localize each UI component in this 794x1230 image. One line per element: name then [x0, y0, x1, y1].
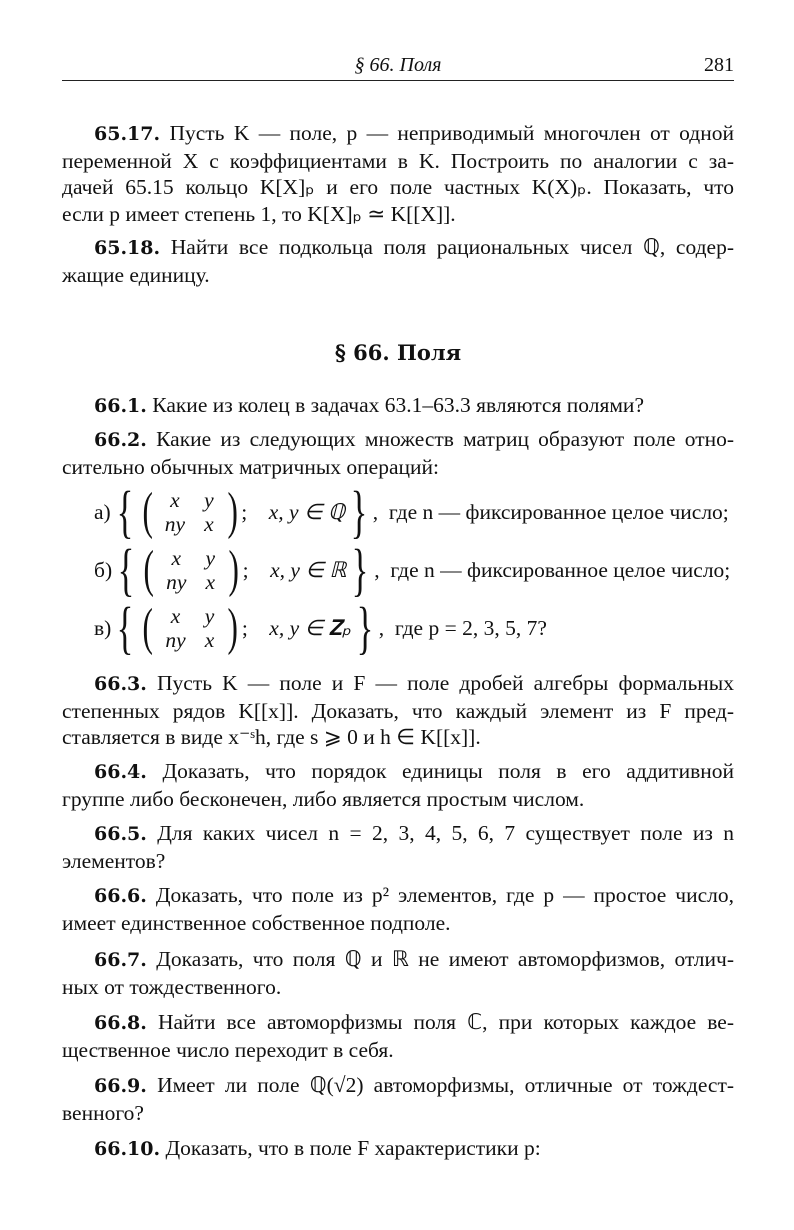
running-header [62, 54, 734, 81]
line-text: элементов? [62, 848, 166, 873]
matrix-set-item [94, 537, 731, 602]
text-line [62, 174, 734, 201]
matrix-entry: x [205, 570, 216, 594]
semicolon: ; [241, 499, 269, 524]
matrix-entry: y [204, 488, 214, 512]
text-line [62, 1009, 734, 1037]
text-line [62, 120, 734, 148]
set-condition: x, y ∈ 𝐙ₚ [269, 615, 351, 640]
matrix-entry: ny [166, 570, 187, 594]
left-brace: { [116, 479, 133, 544]
text-line [62, 698, 734, 725]
line-text: ных от тождественного. [62, 974, 282, 999]
item-tail: где n — фиксированное целое число; [390, 557, 731, 582]
matrix-entry: x [170, 488, 180, 512]
problem-66-1 [62, 392, 734, 420]
problem-65-18 [62, 234, 734, 288]
line-text: имеет единственное собственное подполе. [62, 910, 451, 935]
problem-66-7 [62, 946, 734, 1000]
left-paren: ( [143, 541, 154, 598]
item-label: б) [94, 557, 113, 582]
text-line [62, 392, 734, 420]
line-text: Доказать, что в поле F характеристики p: [165, 1136, 541, 1160]
matrix-entry: x [204, 512, 214, 536]
line-text: Для каких чисел n = 2, 3, 4, 5, 6, 7 существует поле из n [157, 821, 735, 845]
set-condition: x, y ∈ ℝ [270, 557, 347, 582]
matrix [156, 604, 224, 652]
matrix-entry: x [170, 604, 181, 628]
problem-number: 66.9. [94, 1075, 147, 1097]
text-line [62, 670, 734, 698]
comma: , [372, 499, 389, 524]
matrix [157, 546, 225, 594]
text-line [62, 758, 734, 786]
text-line [62, 724, 734, 751]
problem-66-9 [62, 1072, 734, 1126]
set-condition: x, y ∈ ℚ [268, 499, 345, 524]
problem-number: 66.7. [94, 949, 147, 971]
item-tail: где p = 2, 3, 5, 7? [394, 615, 547, 640]
problem-number: 66.4. [94, 761, 147, 783]
problem-number: 66.1. [94, 395, 147, 417]
problem-66-3 [62, 670, 734, 751]
comma: , [374, 557, 391, 582]
semicolon: ; [241, 615, 270, 640]
text-line [62, 882, 734, 910]
line-text: Пусть K — поле и F — поле дробей алгебры формальных [157, 671, 734, 695]
text-line [62, 1100, 734, 1127]
line-text: группе либо бесконечен, либо является простым числом. [62, 786, 585, 811]
problem-number: 66.2. [94, 429, 147, 451]
line-text: Доказать, что поле из p² элементов, где p — простое число, [155, 883, 734, 907]
problem-number: 66.6. [94, 885, 147, 907]
item-tail: где n — фиксированное целое число; [388, 499, 729, 524]
line-text: Доказать, что порядок единицы поля в его аддитивной [162, 759, 734, 783]
problem-66-5 [62, 820, 734, 874]
problem-65-17 [62, 120, 734, 227]
text-line [62, 786, 734, 813]
item-label: в) [94, 615, 112, 640]
right-brace: } [352, 537, 369, 602]
right-paren: ) [228, 541, 240, 598]
line-text: Найти все подкольца поля рациональных чисел ℚ, содер- [170, 235, 734, 259]
matrix-entry: x [171, 546, 182, 570]
matrix-set-item [94, 479, 729, 544]
text-line [62, 1072, 734, 1100]
left-brace: { [117, 537, 135, 602]
line-text: Доказать, что поля ℚ и ℝ не имеют автоморфизмов, отлич- [156, 947, 735, 971]
matrix-entry: y [204, 604, 215, 628]
right-paren: ) [227, 483, 238, 540]
line-text: ставляется в виде x⁻ˢh, где s ⩾ 0 и h ∈ K[[x]]. [62, 725, 481, 750]
text-line [62, 234, 734, 262]
line-text: переменной X с коэффициентами в K. Построить по аналогии с за- [62, 148, 734, 173]
matrix-entry: ny [165, 628, 186, 652]
line-text: венного? [62, 1100, 144, 1125]
matrix-entry: x [204, 628, 215, 652]
matrix-entry: y [205, 546, 216, 570]
matrix-set-item [94, 595, 547, 660]
problem-number: 66.10. [94, 1138, 161, 1160]
right-brace: } [356, 595, 374, 660]
text-line [62, 1135, 734, 1163]
section-title: § 66. Поля [334, 340, 462, 365]
matrix-entry: ny [164, 512, 186, 536]
text-line [62, 974, 734, 1001]
text-line [62, 201, 734, 228]
text-line [62, 454, 734, 481]
problem-number: 65.17. [94, 123, 161, 145]
line-text: Найти все автоморфизмы поля ℂ, при которых каждое ве- [157, 1010, 735, 1034]
header-title: § 66. Поля [354, 54, 442, 76]
line-text: степенных рядов K[[x]]. Доказать, что каждый элемент из F пред- [62, 698, 734, 723]
line-text: Какие из колец в задачах 63.1–63.3 являются полями? [152, 393, 644, 417]
semicolon: ; [242, 557, 271, 582]
line-text: сительно обычных матричных операций: [62, 454, 440, 479]
text-line [62, 262, 734, 289]
problem-number: 66.3. [94, 673, 147, 695]
problem-number: 66.5. [94, 823, 147, 845]
line-text: Пусть K — поле, p — неприводимый многочлен от одной [169, 121, 734, 145]
left-paren: ( [142, 599, 154, 656]
problem-number: 65.18. [94, 237, 161, 259]
text-line [62, 148, 734, 175]
left-brace: { [116, 595, 134, 660]
line-text: дачей 65.15 кольцо K[X]ₚ и его поле частных K(X)ₚ. Показать, что [62, 175, 734, 200]
text-line [62, 820, 734, 848]
line-text: Имеет ли поле ℚ(√2) автоморфизмы, отличные от тождест- [157, 1073, 735, 1097]
text-line [62, 946, 734, 974]
text-line [62, 426, 734, 454]
right-brace: } [350, 479, 368, 544]
comma: , [378, 615, 395, 640]
matrix [156, 488, 224, 536]
problem-66-10 [62, 1135, 734, 1163]
problem-66-4 [62, 758, 734, 812]
page-number: 281 [704, 54, 734, 76]
problem-66-8 [62, 1009, 734, 1063]
problem-number: 66.8. [94, 1012, 147, 1034]
right-paren: ) [227, 599, 239, 656]
text-line [62, 848, 734, 875]
left-paren: ( [142, 483, 153, 540]
line-text: Какие из следующих множеств матриц образуют поле отно- [156, 427, 735, 451]
problem-66-6 [62, 882, 734, 936]
line-text: жащие единицу. [62, 262, 210, 287]
text-line [62, 910, 734, 937]
line-text: если p имеет степень 1, то K[X]ₚ ≃ K[[X]]. [62, 201, 456, 226]
item-label: а) [94, 499, 111, 524]
text-line [62, 1037, 734, 1064]
problem-66-2 [62, 426, 734, 480]
line-text: щественное число переходит в себя. [62, 1037, 394, 1062]
